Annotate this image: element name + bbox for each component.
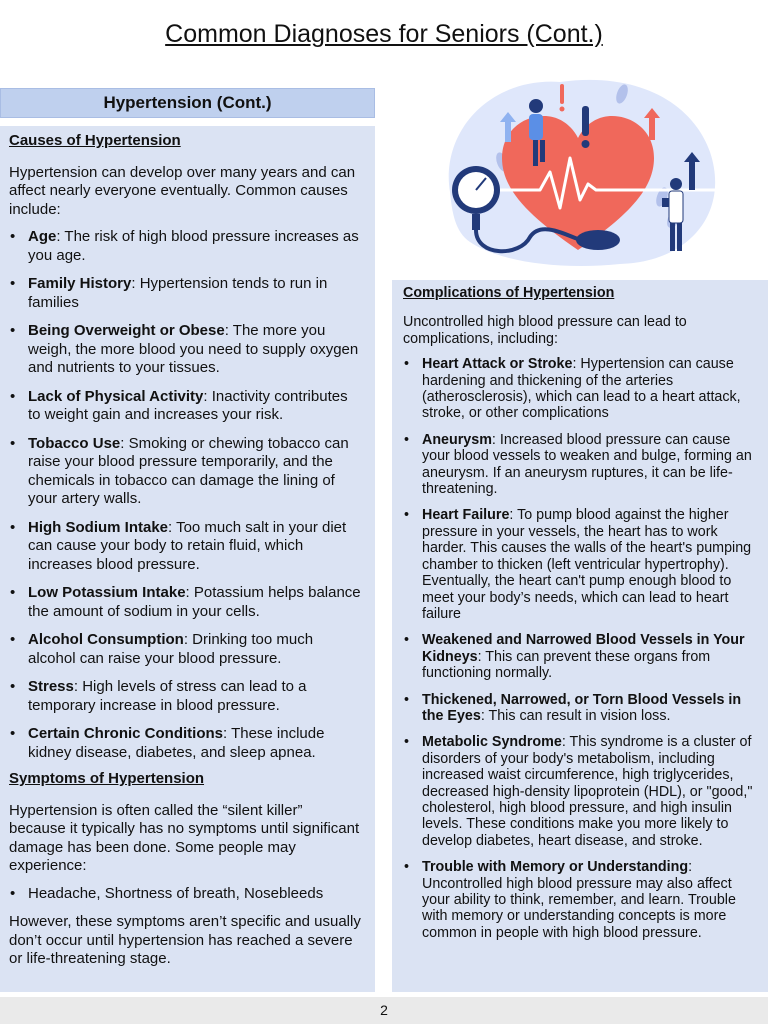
cause-text: : These include kidney disease, diabetes, and sleep apnea. <box>28 725 325 761</box>
complication-text: : This can result in vision loss. <box>480 707 671 724</box>
list-item <box>403 356 754 422</box>
complication-term: Aneurysm <box>422 431 492 448</box>
cause-term: Low Potassium Intake <box>28 584 186 601</box>
cause-term: Family History <box>28 275 132 292</box>
complication-term: Thickened, Narrowed, or Torn Blood Vessels in the Eyes <box>422 691 742 724</box>
complication-text: : Uncontrolled high blood pressure may also affect your ability to think, remember, and learn. Trouble with memory or understanding concepts is more common in people with high blood pressure. <box>422 859 736 941</box>
cause-text: : Too much salt in your diet can cause your body to retain fluid, which increases blood pressure. <box>28 518 347 573</box>
cause-term: Certain Chronic Conditions <box>28 725 223 742</box>
complications-list <box>403 356 754 941</box>
right-column <box>392 280 768 992</box>
complication-text: : To pump blood against the higher pressure in your vessels, the heart has to work harder. This causes the walls of the heart's pumping chamber to thicken (left ventricular hypertrophy). Eventually, the heart can't pump enough blood to meet your body’s needs, which can lead to heart failure <box>422 507 752 622</box>
complication-term: Trouble with Memory or Understanding <box>422 859 689 876</box>
complication-text: : Hypertension can cause hardening and thickening of the arteries (atherosclerosis), which can lead to a heart attack, stroke, or other complications <box>422 356 741 422</box>
cause-term: Tobacco Use <box>28 434 121 452</box>
list-item <box>403 859 754 941</box>
symptoms-heading: Symptoms of Hypertension <box>9 770 205 787</box>
exclamation-icon <box>582 106 590 148</box>
complications-heading: Complications of Hypertension <box>403 285 615 301</box>
list-item <box>9 584 363 621</box>
list-item <box>403 734 754 849</box>
cause-term: Being Overweight or Obese <box>28 322 225 339</box>
cause-text: : Hypertension tends to run in families <box>28 275 328 311</box>
page-title: Common Diagnoses for Seniors (Cont.) <box>165 20 603 48</box>
cause-term: Age <box>28 228 57 245</box>
list-item: • Headache, Shortness of breath, Nosebleeds <box>9 885 363 904</box>
complication-term: Heart Failure <box>422 507 510 524</box>
complication-term: Weakened and Narrowed Blood Vessels in Your Kidneys <box>422 632 745 665</box>
list-item <box>9 228 363 265</box>
list-item <box>9 275 363 312</box>
left-column <box>0 126 375 992</box>
list-item <box>9 519 363 575</box>
cause-text: : The more you weigh, the more blood you need to supply oxygen and nutrients to your tissues. <box>28 322 359 376</box>
exclamation-icon <box>560 84 565 112</box>
complication-term: Metabolic Syndrome <box>422 734 562 751</box>
list-item <box>9 388 363 425</box>
list-item <box>403 507 754 622</box>
complication-text: : This can prevent these organs from functioning normally. <box>422 648 711 682</box>
list-item <box>403 432 754 498</box>
cause-term: Stress <box>28 678 74 695</box>
cause-text: : Drinking too much alcohol can raise your blood pressure. <box>28 631 314 667</box>
complication-text: : This syndrome is a cluster of disorders of your body's metabolism, including increased waist circumference, high triglycerides, decreased high-density lipoprotein (HDL), or "good," cholesterol, high blood pressure, and high insulin levels. These conditions make you more likely to develop diabetes, heart disease, and stroke. <box>422 734 753 849</box>
symptoms-list <box>9 885 363 904</box>
page-footer <box>0 997 768 1024</box>
symptoms-intro: Hypertension is often called the “silent killer” because it typically has no symptoms until significant damage has been done. Some people may experience: <box>9 801 360 874</box>
list-item <box>9 322 363 378</box>
cause-term: High Sodium Intake <box>28 518 169 536</box>
list-item <box>403 632 754 681</box>
section-title: Hypertension (Cont.) <box>0 88 375 118</box>
complication-term: Heart Attack or Stroke <box>422 356 573 373</box>
list-item <box>403 692 754 725</box>
cause-text: : Smoking or chewing tobacco can raise your blood pressure temporarily, and the chemicals in tobacco can damage the lining of your artery walls. <box>28 434 349 507</box>
page-number: 2 <box>380 1002 388 1018</box>
list-item <box>9 631 363 668</box>
list-item <box>9 678 363 715</box>
symptoms-outro: However, these symptoms aren’t specific and usually don’t occur until hypertension has reached a severe or life-threatening stage. <box>9 913 361 967</box>
complications-intro: Uncontrolled high blood pressure can lead to complications, including: <box>403 314 687 347</box>
cause-text: : Potassium helps balance the amount of sodium in your cells. <box>28 584 361 620</box>
cause-text: : The risk of high blood pressure increases as you age. <box>28 228 359 264</box>
list-item <box>9 725 363 762</box>
causes-list <box>9 228 363 762</box>
causes-heading: Causes of Hypertension <box>9 132 181 149</box>
hypertension-illustration <box>430 72 730 272</box>
cause-term: Alcohol Consumption <box>28 631 184 648</box>
complication-text: : Increased blood pressure can cause your blood vessels to weaken and bulge, forming an aneurysm. If an aneurysm ruptures, it can be life-threatening. <box>422 431 752 498</box>
cause-text: : High levels of stress can lead to a temporary increase in blood pressure. <box>28 678 307 714</box>
causes-intro: Hypertension can develop over many years and can affect nearly everyone eventually. Common causes include: <box>9 163 356 218</box>
list-item <box>9 435 363 509</box>
cause-term: Lack of Physical Activity <box>28 387 204 405</box>
cause-text: : Inactivity contributes to weight gain and increases your risk. <box>28 387 348 423</box>
